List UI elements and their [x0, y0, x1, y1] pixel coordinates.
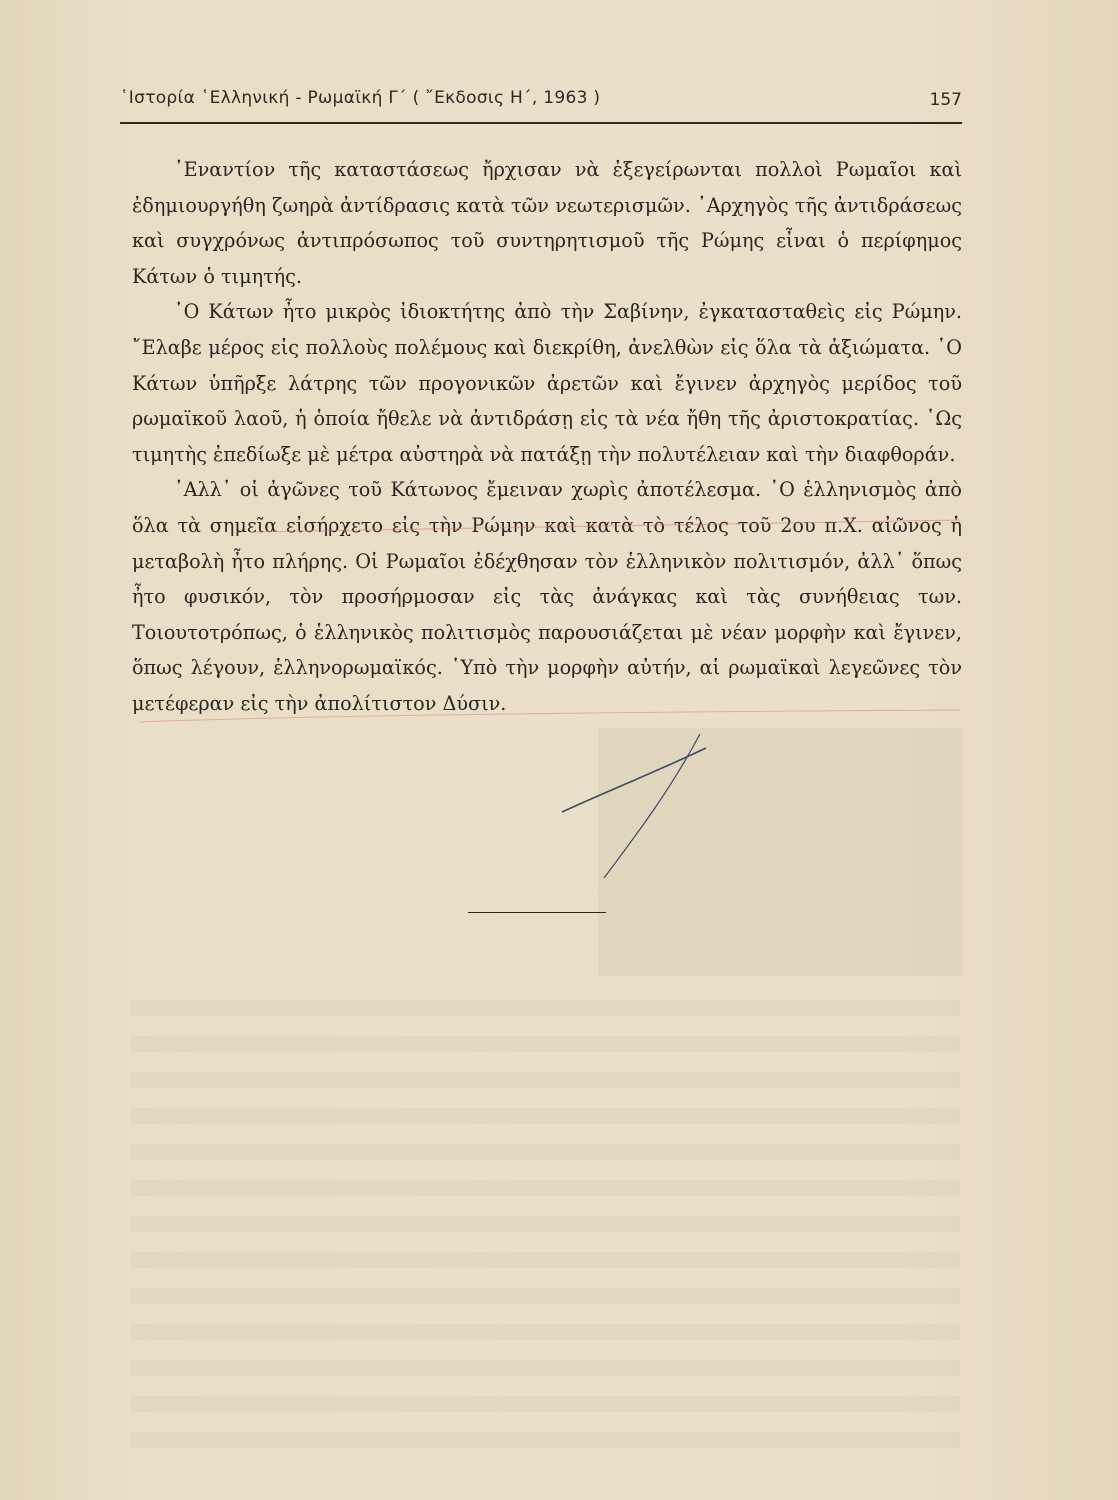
paragraph-2: ῾Ο Κάτων ἦτο μικρὸς ἰδιοκτήτης ἀπὸ τὴν Σαβίνην, ἐγκατασταθεὶς εἰς Ρώμην. ῎Ελαβε μέρος εἰς πολλοὺς πολέμους καὶ διεκρίθη, ἀνελθὼν εἰς ὅλα τὰ ἀξιώματα. ῾Ο Κάτων ὑπῆρξε λάτρης τῶν προγονικῶν ἀρετῶν καὶ ἔγινεν ἀρχηγὸς μερίδος τοῦ ρωμαϊκοῦ λαοῦ, ἡ ὁποία ἤθελε νὰ ἀντιδράσῃ εἰς τὰ νέα ἤθη τῆς ἀριστοκρατίας. ῾Ως τιμητὴς ἐπεδίωξε μὲ μέτρα αὐστηρὰ νὰ πατάξῃ τὴν πολυτέλειαν καὶ τὴν διαφθοράν. — [132, 300, 962, 466]
paragraph-1: ᾿Εναντίον τῆς καταστάσεως ἤρχισαν νὰ ἐξεγείρωνται πολλοὶ Ρωμαῖοι καὶ ἐδημιουργήθη ζωηρὰ ἀντίδρασις κατὰ τῶν νεωτερισμῶν. ᾿Αρχηγὸς τῆς ἀντιδράσεως καὶ συγχρόνως ἀντιπρόσωπος τοῦ συντηρητισμοῦ τῆς Ρώμης εἶναι ὁ περίφημος Κάτων ὁ τιμητής. — [132, 158, 962, 288]
running-head: ῾Ιστορία ῾Ελληνική - Ρωμαϊκή Γ΄ ( ῎Εκδοσις Η΄, 1963 ) — [120, 88, 601, 108]
section-end-rule — [468, 912, 606, 913]
faded-ink-patch — [598, 728, 962, 976]
page-header — [120, 88, 962, 120]
header-rule — [120, 122, 962, 124]
body-text — [132, 152, 962, 722]
show-through-text — [130, 1000, 960, 1450]
page-number: 157 — [929, 90, 962, 110]
paragraph-3: ᾿Αλλ᾿ οἱ ἀγῶνες τοῦ Κάτωνος ἔμειναν χωρὶς ἀποτέλεσμα. ῾Ο ἑλληνισμὸς ἀπὸ ὅλα τὰ σημεῖα εἰσήρχετο εἰς τὴν Ρώμην καὶ κατὰ τὸ τέλος τοῦ 2ου π.Χ. αἰῶνος ἡ μεταβολὴ ἦτο πλήρης. Οἱ Ρωμαῖοι ἐδέχθησαν τὸν ἑλληνικὸν πολιτισμόν, ἀλλ᾿ ὅπως ἦτο φυσικόν, τὸν προσήρμοσαν εἰς τὰς ἀνάγκας καὶ τὰς συνήθειας των. Τοιουτοτρόπως, ὁ ἑλληνικὸς πολιτισμὸς παρουσιάζεται μὲ νέαν μορφὴν καὶ ἔγινεν, ὅπως λέγουν, ἑλληνορωμαϊκός. ῾Υπὸ τὴν μορφὴν αὐτήν, αἱ ρωμαϊκαὶ λεγεῶνες τὸν μετέφεραν εἰς τὴν ἀπολίτιστον Δύσιν. — [132, 478, 962, 715]
